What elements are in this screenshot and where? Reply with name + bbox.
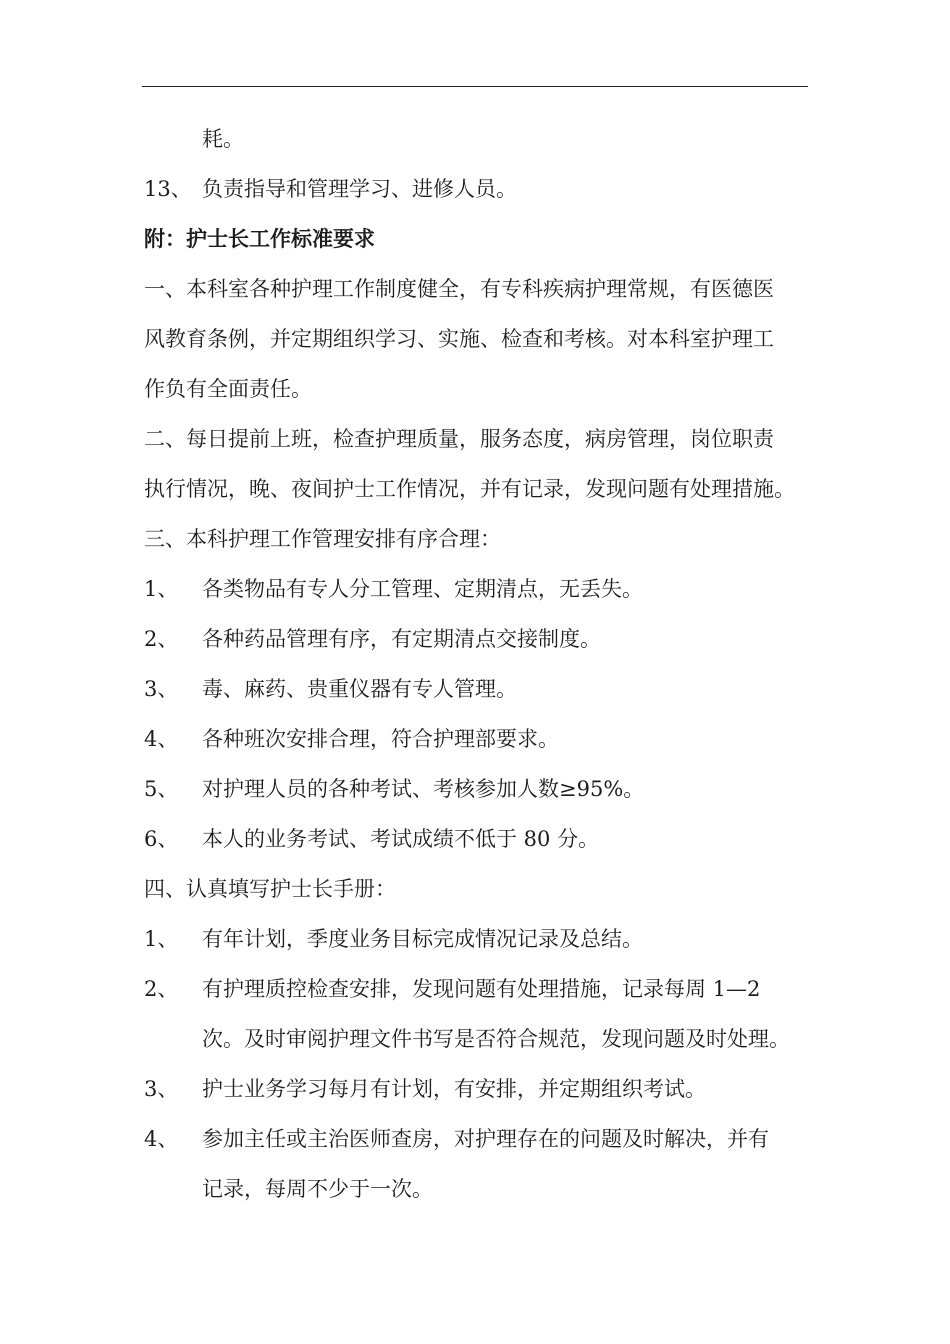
item-text: 参加主任或主治医师查房，对护理存在的问题及时解决，并有	[202, 1127, 769, 1151]
list-item	[144, 1064, 812, 1114]
paragraph-line: 三、本科护理工作管理安排有序合理：	[144, 527, 501, 551]
list-item	[144, 614, 812, 664]
item-number: 5、	[144, 777, 179, 801]
paragraph-line: 作负有全面责任。	[144, 377, 312, 401]
item-text: 有年计划，季度业务目标完成情况记录及总结。	[202, 927, 643, 951]
item-text: 护士业务学习每月有计划，有安排，并定期组织考试。	[202, 1077, 706, 1101]
item-text: 本人的业务考试、考试成绩不低于 80 分。	[202, 827, 600, 851]
item-number: 3、	[144, 1077, 179, 1101]
list-item	[144, 714, 812, 764]
item-number: 3、	[144, 677, 179, 701]
paragraph-line: 二、每日提前上班，检查护理质量，服务态度，病房管理，岗位职责	[144, 427, 774, 451]
paragraph-line: 执行情况，晚、夜间护士工作情况，并有记录，发现问题有处理措施。	[144, 477, 795, 501]
paragraph-line: 一、本科室各种护理工作制度健全，有专科疾病护理常规，有医德医	[144, 277, 774, 301]
list-item	[144, 914, 812, 964]
item-text: 毒、麻药、贵重仪器有专人管理。	[202, 677, 517, 701]
item-number: 1、	[144, 927, 179, 951]
item-text: 各种药品管理有序，有定期清点交接制度。	[202, 627, 601, 651]
list-item	[144, 564, 812, 614]
paragraph-line: 风教育条例，并定期组织学习、实施、检查和考核。对本科室护理工	[144, 327, 774, 351]
list-item	[144, 164, 812, 214]
item-number: 4、	[144, 1127, 179, 1151]
line-text: 耗。	[202, 127, 244, 151]
section-heading: 附：护士长工作标准要求	[144, 226, 375, 251]
list-item-continuation	[144, 1014, 812, 1064]
item-text: 各类物品有专人分工管理、定期清点，无丢失。	[202, 577, 643, 601]
item-text: 有护理质控检查安排，发现问题有处理措施，记录每周 1—2	[202, 977, 761, 1001]
header-rule	[142, 86, 808, 87]
item-text: 记录，每周不少于一次。	[202, 1177, 433, 1201]
item-text: 负责指导和管理学习、进修人员。	[202, 177, 517, 201]
item-text: 对护理人员的各种考试、考核参加人数≥95%。	[202, 777, 645, 801]
list-item	[144, 964, 812, 1014]
list-item	[144, 764, 812, 814]
list-item-continuation	[144, 1164, 812, 1214]
item-number: 4、	[144, 727, 179, 751]
item-number: 1、	[144, 577, 179, 601]
item-text: 次。及时审阅护理文件书写是否符合规范，发现问题及时处理。	[202, 1027, 790, 1051]
paragraph-line: 四、认真填写护士长手册：	[144, 877, 396, 901]
item-number: 6、	[144, 827, 179, 851]
item-number: 13、	[144, 177, 192, 201]
document-body	[144, 114, 812, 1214]
list-item	[144, 814, 812, 864]
list-item	[144, 664, 812, 714]
item-number: 2、	[144, 977, 179, 1001]
paragraph-line	[144, 114, 812, 164]
item-text: 各种班次安排合理，符合护理部要求。	[202, 727, 559, 751]
item-number: 2、	[144, 627, 179, 651]
list-item	[144, 1114, 812, 1164]
